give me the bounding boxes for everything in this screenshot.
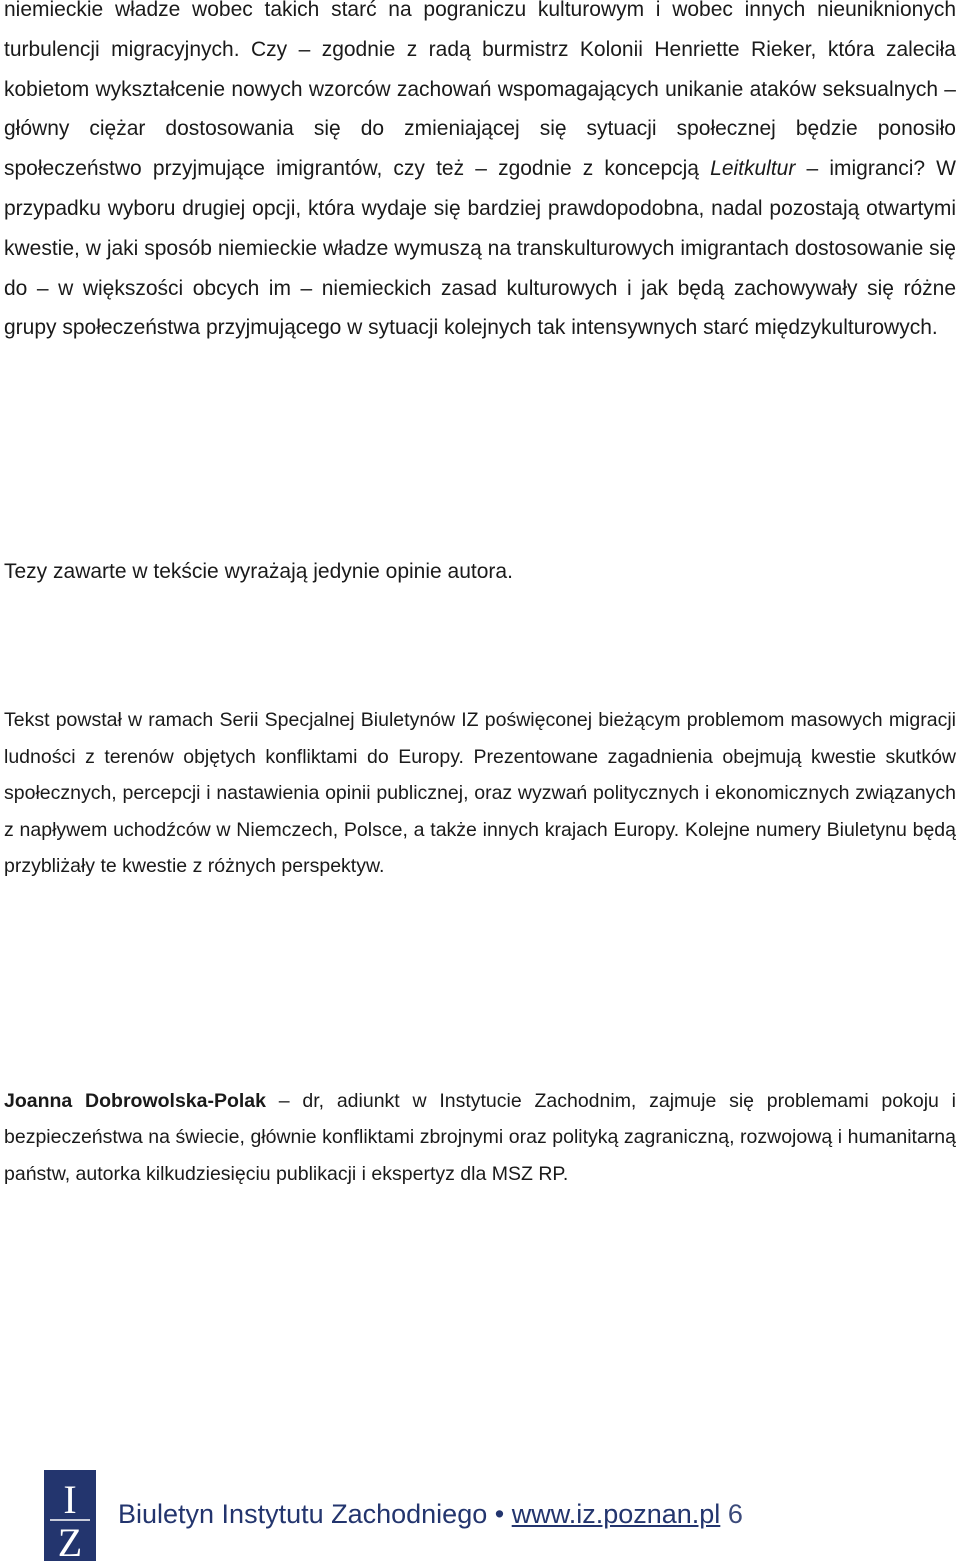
publication-name: Biuletyn Instytutu Zachodniego •: [118, 1499, 512, 1529]
author-bio: – dr, adiunkt w Instytucie Zachodnim, zajmuje się problemami pokoju i bezpieczeństwa na świecie, głównie konfliktami zbrojnymi oraz polityką zagraniczną, rozwojową i humanitarną państw, autorka kilkudziesięciu publikacji i ekspertyz dla MSZ RP.: [4, 1090, 956, 1185]
page-footer: [44, 1470, 944, 1562]
body-text-continued: – imigranci? W przypadku wyboru drugiej opcji, która wydaje się bardziej prawdopodobna, nadal pozostają otwartymi kwestie, w jaki sposób niemieckie władze wymuszą na transkulturowych imigrantach dostosowanie się do – w większości obcych im – niemieckich zasad kulturowych i jak będą zachowywały się różne grupy społeczeństwa przyjmującego w sytuacji kolejnych tak intensywnych starć międzykulturowych.: [4, 157, 957, 340]
iz-logo: [44, 1470, 96, 1561]
disclaimer: Tezy zawarte w tekście wyrażają jedynie opinie autora.: [4, 560, 513, 583]
series-note: Tekst powstał w ramach Serii Specjalnej Biuletynów IZ poświęconej bieżącym problemom masowych migracji ludności z terenów objętych konfliktami do Europy. Prezentowane zagadnienia obejmują kwestie skutków społecznych, percepcji i nastawienia opinii publicznej, oraz wyzwań politycznych i ekonomicznych związanych z napływem uchodźców w Niemczech, Polsce, a także innych krajach Europy. Kolejne numery Biuletynu będą przybliżały te kwestie z różnych perspektyw.: [4, 709, 956, 878]
footer-caption: [118, 1496, 743, 1532]
author-name: Joanna Dobrowolska-Polak: [4, 1090, 266, 1112]
iz-logo-graphic: [44, 1470, 96, 1561]
author-note: [4, 1083, 956, 1192]
website-link[interactable]: www.iz.poznan.pl: [511, 1499, 721, 1529]
page-number: 6: [727, 1499, 743, 1529]
body-paragraph: [4, 0, 956, 348]
body-text: niemieckie władze wobec takich starć na pograniczu kulturowym i wobec innych nieuniknionych turbulencji migracyjnych. Czy – zgodnie z radą burmistrz Kolonii Henriette Rieker, która zaleciła kobietom wykształcenie nowych wzorców zachowań wspomagających unikanie ataków seksualnych – główny ciężar dostosowania się do zmieniającej się sytuacji społecznej będzie ponosiło społeczeństwo przyjmujące imigrantów, czy też – zgodnie z koncepcją: [4, 0, 956, 181]
italic-term: Leitkultur: [710, 157, 796, 181]
logo-letter-i: I: [63, 1477, 77, 1522]
logo-letter-z: Z: [57, 1520, 83, 1561]
